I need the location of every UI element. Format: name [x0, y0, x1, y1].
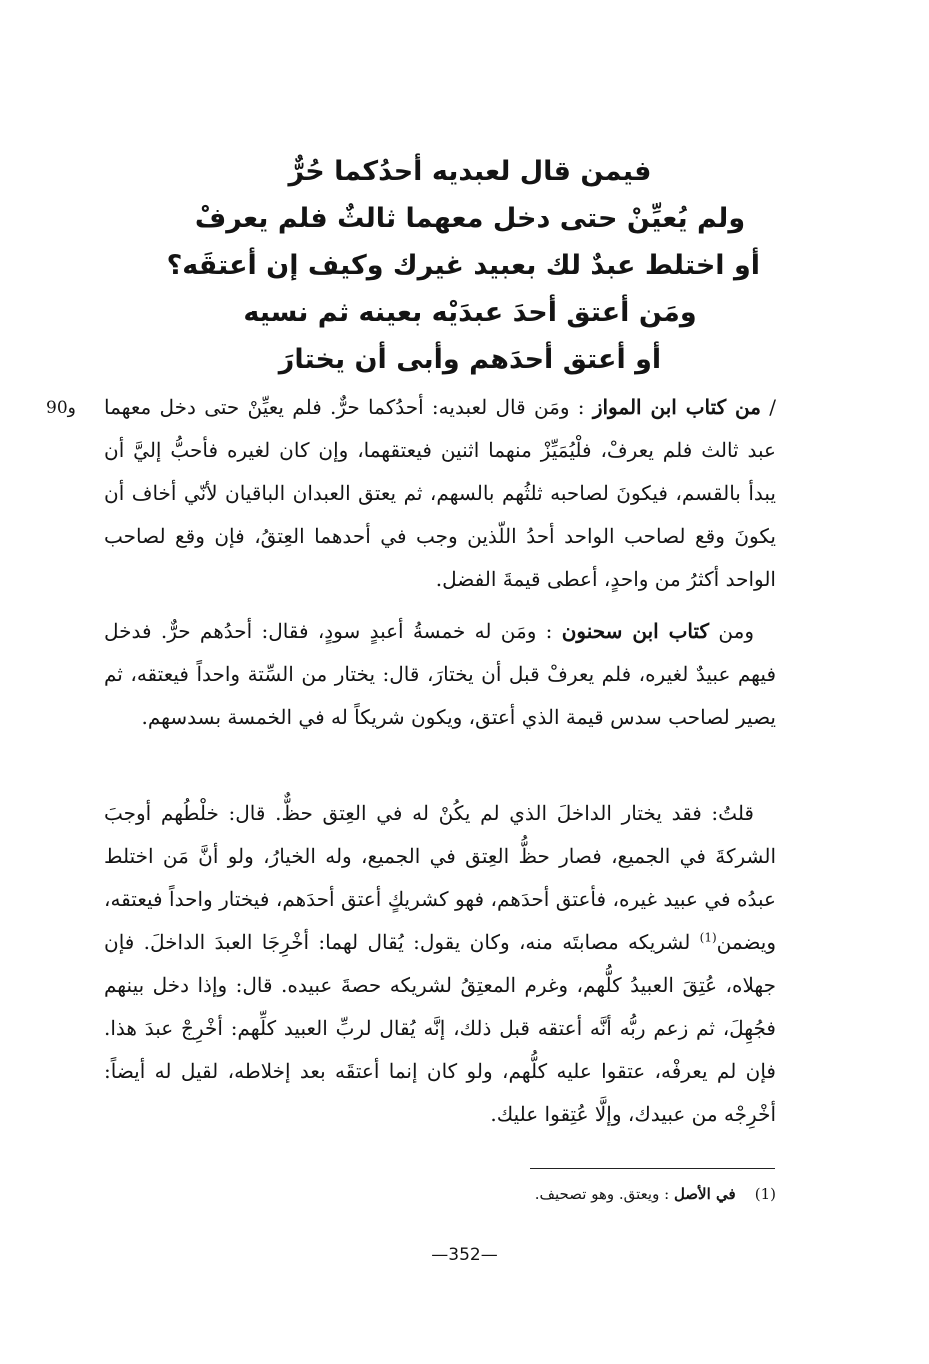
paragraph-1	[104, 386, 776, 601]
heading-line-5: أو أعتق أحدَهم وأبى أن يختارَ	[278, 344, 662, 375]
footnote-label: في الأصل	[673, 1185, 736, 1203]
paragraph-2-prefix: ومن	[718, 619, 754, 643]
footnote	[420, 1180, 776, 1208]
page-number: —352—	[431, 1245, 498, 1265]
footnote-text: : ويعتق. وهو تصحيف.	[534, 1185, 670, 1203]
chapter-heading	[166, 148, 760, 383]
paragraph-2-text: : ومَن له خمسةُ أعبدٍ سودٍ، فقال: أحدُهم حرٌّ. فدخل فيهم عبيدٌ لغيره، فلم يعرفْ قبل أن يختارَ، قال: يختار من السِّتة واحداً فيعتقه، ثم يصير لصاحب سدس قيمة الذي أعتق، ويكون شريكاً له في الخمسة بسدسهم.	[104, 619, 776, 729]
paragraph-1-marker: /	[769, 395, 777, 419]
paragraph-1-text: : ومَن قال لعبديه: أحدُكما حرٌّ. فلم يعيِّنْ حتى دخل معهما عبد ثالث فلم يعرفْ، فلْيُمَيِّزْ منهما اثنين فيعتقهما، وإن كان لغيره فأحبُّ إليَّ أن يبدأ بالقسم، فيكونَ لصاحبه ثلثُهم بالسهم، ثم يعتق العبدان الباقيان لأنّي أخاف أن يكونَ وقع لصاحب الواحد أحدُ اللّذين وجب في أحدهما العِتقُ، فإن وقع لصاحب الواحد أكثرُ من واحدٍ، أعطى قيمةَ الفضل.	[104, 395, 776, 591]
heading-line-2: ولم يُعيِّنْ حتى دخل معهما ثالثٌ فلم يعرفْ	[194, 203, 746, 234]
folio-margin-note: و90	[46, 398, 76, 418]
paragraph-2-source: كتاب ابن سحنون	[561, 619, 710, 643]
paragraph-3-part-1: قلتُ: فقد يختار الداخلَ الذي لم يكُنْ له في العِتق حظٌّ. قال: خلْطُهم أوجبَ الشركةَ في الجميع، فصار حظُّ العِتق في الجميع، وله الخيارُ، ولو أنَّ مَن اختلط عبدُه في عبيد غيره، فأعتق أحدَهم، فهو كشريكٍ أعتق أحدَهم، فيختار واحداً فيعتقه، ويضمن	[104, 801, 776, 954]
paragraph-1-source: من كتاب ابن المواز	[592, 395, 761, 419]
footnote-divider	[530, 1168, 775, 1169]
paragraph-3	[104, 792, 776, 1136]
footnote-number: (1)	[754, 1185, 776, 1203]
heading-line-1: فيمن قال لعبديه أحدُكما حُرٌّ	[288, 156, 652, 187]
paragraph-3-part-2: لشريكه مصابتَه منه، وكان يقول: يُقال لهما: أخْرِجَا العبدَ الداخلَ. فإن جهلاه، عُتِقَ العبيدُ كلُّهم، وغرم المعتِقُ لشريكه حصةَ عبيده. قال: وإذا دخل بينهم فجُهِلَ، ثم زعم ربُّه أنَّه أعتقه قبل ذلك، إنَّه يُقال لربِّ العبيد كلِّهم: أخْرِجْ عبدَ هذا. فإن لم يعرفْه، عتقوا عليه كلُّهم، ولو كان إنما أعتقَه بعد إخلاطه، لقيل له أيضاً: أخْرِجْه من عبيدك، وإلَّا عُتِقوا عليك.	[104, 930, 776, 1126]
heading-line-3: أو اختلط عبدٌ لك بعبيد غيرك وكيف إن أعتقَه؟	[166, 250, 760, 281]
footnote-reference: (1)	[699, 930, 717, 945]
heading-line-4: ومَن أعتق أحدَ عبدَيْه بعينه ثم نسيه	[243, 297, 697, 328]
paragraph-2	[104, 610, 776, 739]
